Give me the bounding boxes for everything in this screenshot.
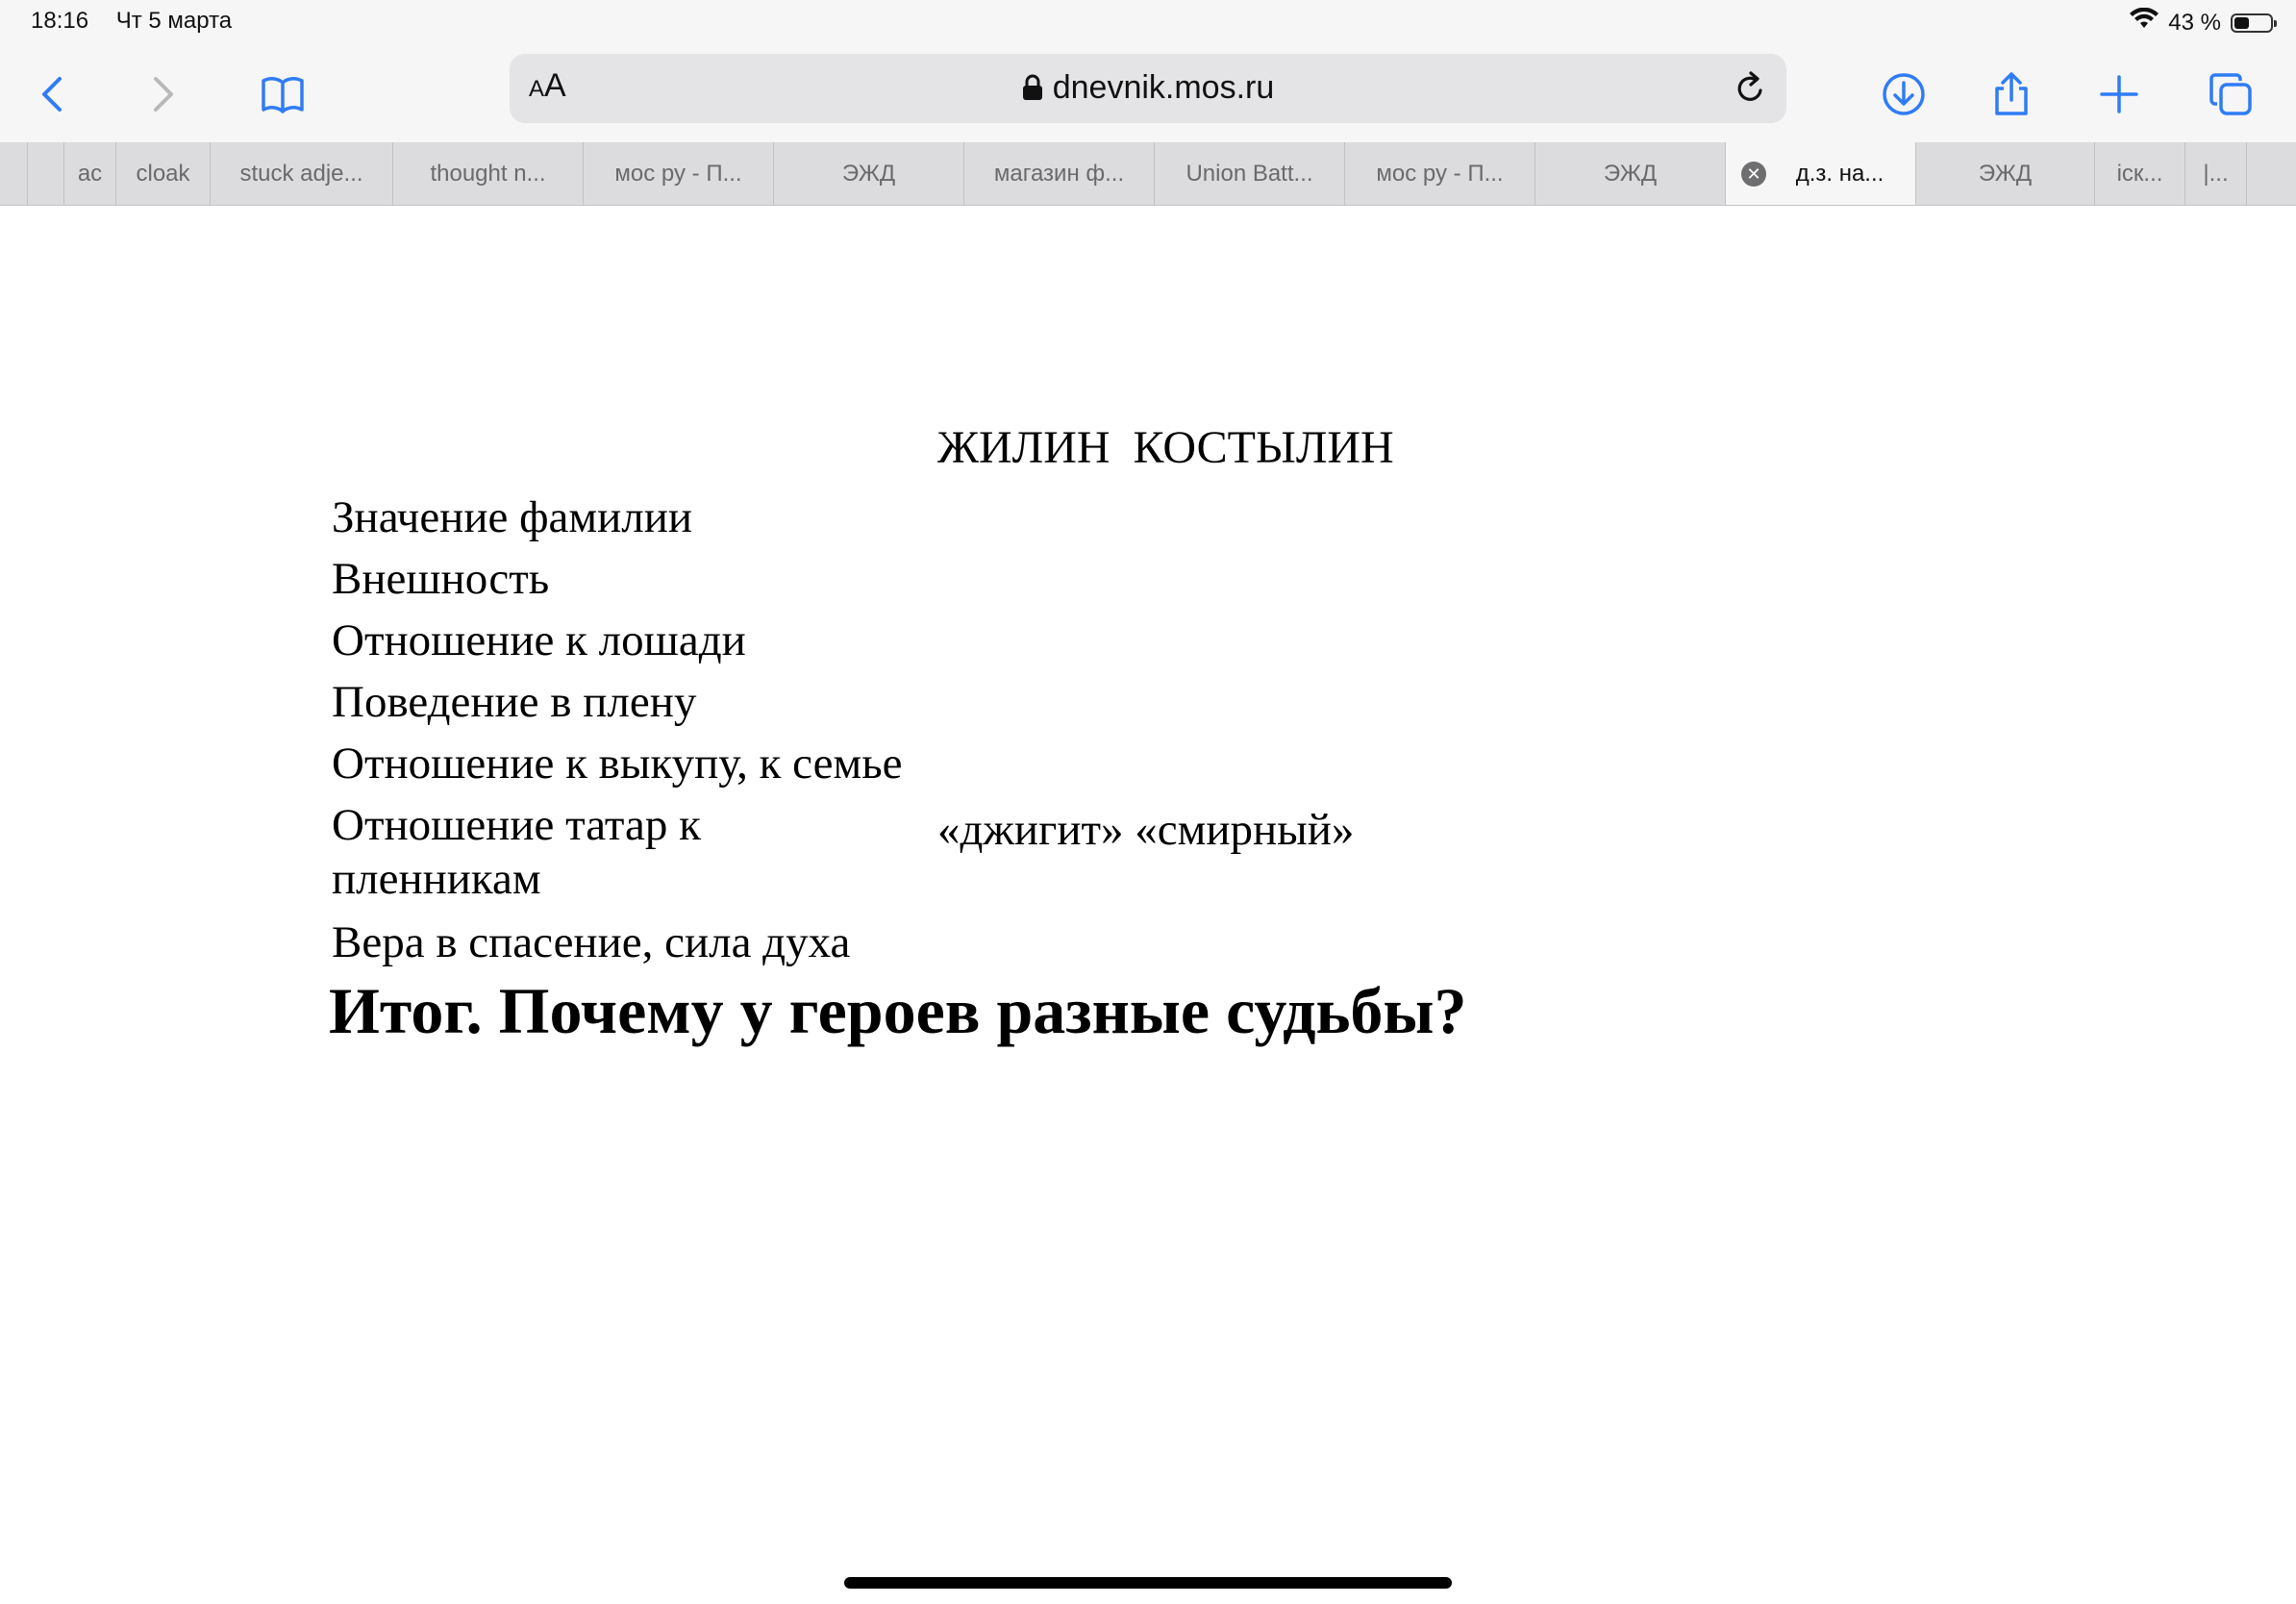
tab-active[interactable] (1725, 142, 1915, 206)
bookmarks-button[interactable] (252, 63, 313, 125)
tab[interactable] (392, 142, 583, 206)
status-time: 18:16 (31, 8, 89, 34)
chevron-left-icon (31, 71, 77, 117)
status-bar (0, 0, 2296, 46)
text-size-button[interactable]: AA (529, 67, 566, 104)
tab-label: іск... (2116, 161, 2163, 187)
tab-label: thought n... (430, 161, 546, 187)
tab[interactable] (210, 142, 392, 206)
reload-icon (1731, 69, 1769, 108)
tab[interactable] (2184, 142, 2246, 206)
row-label: Вера в спасение, сила духа (332, 917, 851, 967)
tab-label: |... (2203, 161, 2229, 187)
tab[interactable] (1915, 142, 2094, 206)
tab-label: мос ру - П... (1376, 161, 1504, 187)
url-text: dnevnik.mos.ru (1052, 69, 1275, 106)
new-tab-button[interactable] (2088, 63, 2150, 125)
close-tab-icon[interactable]: ✕ (1741, 162, 1766, 187)
tab-label: магазин ф... (993, 161, 1125, 187)
tab-label: ЭЖД (841, 161, 896, 187)
forward-button[interactable] (131, 63, 192, 125)
tab-label: ЭЖД (1603, 161, 1658, 187)
summary-heading: Итог. Почему у героев разные судьбы? (329, 974, 1467, 1047)
battery-fill (2234, 17, 2249, 29)
tab[interactable] (63, 142, 115, 206)
tab[interactable] (115, 142, 210, 206)
tab[interactable] (2246, 142, 2296, 206)
row-label: Отношение татар к пленникам (332, 800, 701, 904)
address-bar[interactable] (510, 54, 1786, 123)
tab[interactable] (1535, 142, 1725, 206)
tab-label: д.з. на... (1795, 161, 1884, 187)
tab-bar (0, 142, 2296, 206)
row-label: Внешность (332, 554, 550, 604)
wifi-icon (2130, 8, 2159, 38)
plus-icon (2096, 71, 2142, 117)
row-label: Значение фамилии (332, 492, 693, 542)
row-label: Поведение в плену (332, 677, 697, 727)
battery-percent: 43 % (2168, 9, 2221, 36)
tab-label: мос ру - П... (614, 161, 742, 187)
browser-toolbar (0, 46, 2296, 142)
row-label: Отношение к лошади (332, 615, 746, 665)
tab-label: ac (77, 161, 103, 187)
tab[interactable] (773, 142, 963, 206)
share-button[interactable] (1981, 63, 2042, 125)
battery-icon (2231, 13, 2273, 33)
chevron-right-icon (138, 71, 185, 117)
tab[interactable] (27, 142, 63, 206)
tabs-overview-icon (2208, 71, 2254, 117)
tab[interactable] (583, 142, 773, 206)
tab-label: stuck adje... (239, 161, 363, 187)
tab[interactable] (1154, 142, 1344, 206)
tab[interactable] (2094, 142, 2184, 206)
tab-label: cloak (136, 161, 190, 187)
tabs-overview-button[interactable] (2200, 63, 2261, 125)
status-date: Чт 5 марта (115, 8, 233, 34)
tab[interactable] (1344, 142, 1535, 206)
share-icon (1988, 71, 2034, 117)
home-indicator[interactable] (844, 1577, 1452, 1589)
lock-icon (1022, 74, 1043, 101)
back-button[interactable] (23, 63, 85, 125)
row-label: Отношение к выкупу, к семье (332, 739, 903, 789)
page-content (0, 206, 2296, 1604)
download-icon (1881, 71, 1927, 117)
reload-button[interactable] (1727, 65, 1773, 112)
tab[interactable] (0, 142, 27, 206)
tab[interactable] (963, 142, 1154, 206)
table-header: ЖИЛИН КОСТЫЛИН (937, 422, 1394, 473)
tab-label: Union Batt... (1185, 161, 1313, 187)
book-icon (260, 71, 306, 117)
row-value: «джигит» «смирный» (937, 805, 1355, 855)
tab-label: ЭЖД (1978, 161, 2033, 187)
download-button[interactable] (1873, 63, 1934, 125)
